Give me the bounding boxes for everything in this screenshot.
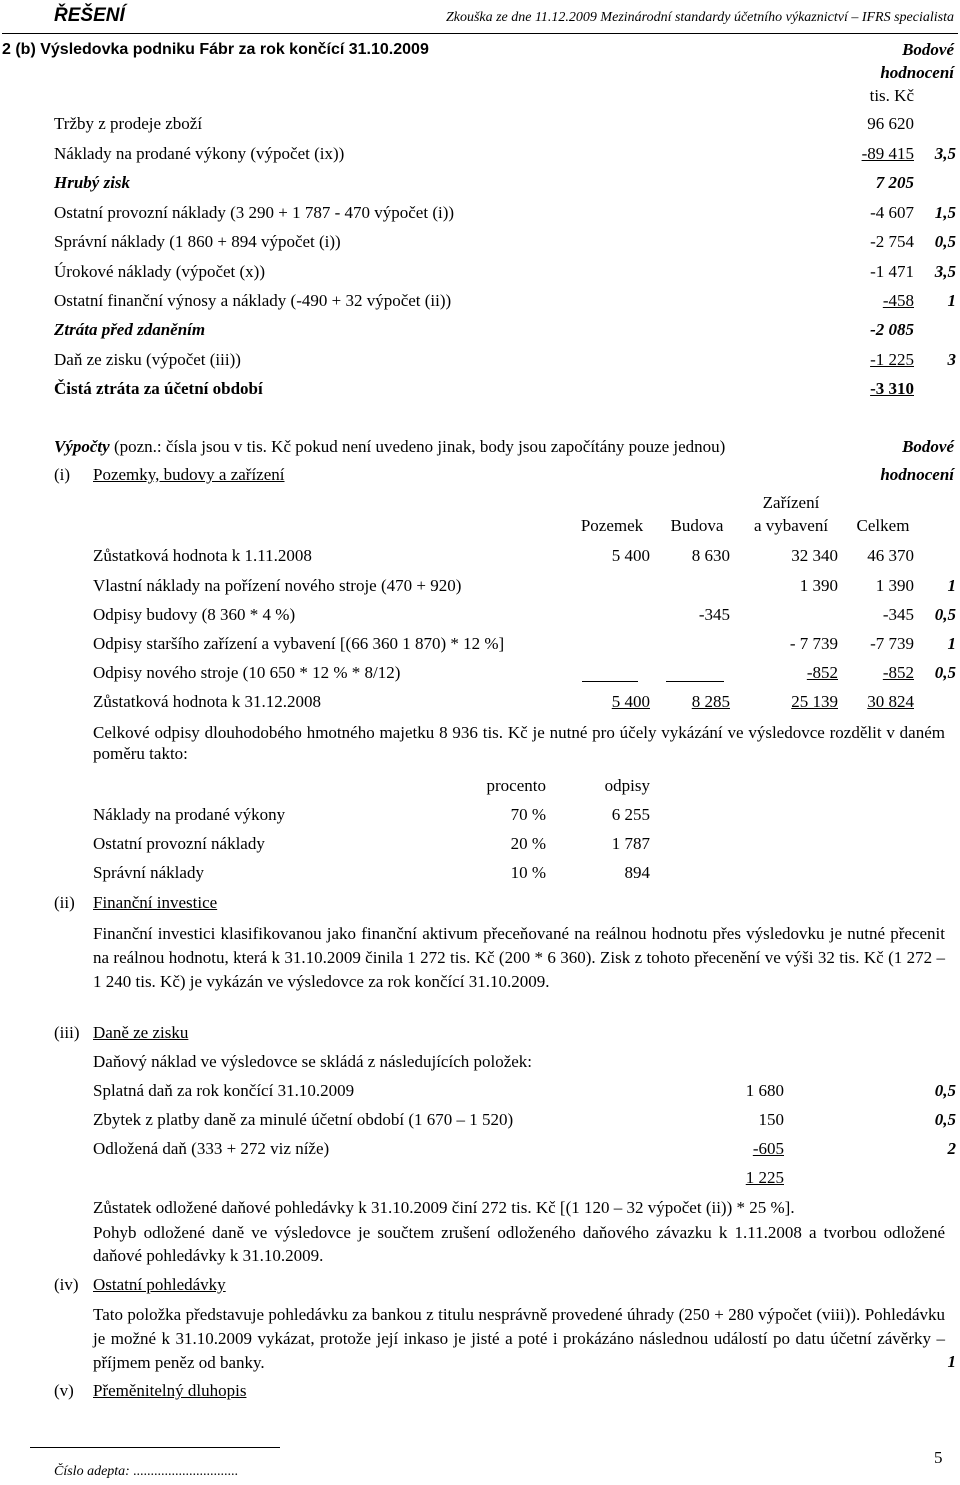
ppe-celkem: 1 390 (875, 576, 914, 595)
sec-ii-title: Finanční investice (93, 893, 218, 912)
header-right: Zkouška ze dne 11.12.2009 Mezinárodní standardy účetního výkaznictví – IFRS specialista (445, 10, 954, 25)
split-head-procento: procento (486, 776, 546, 795)
sec-ii-paragraph: Finanční investici klasifikovanou jako finanční aktivum přeceňované na reálnou hodnotu přes výsledovku je nutné přecenit na reálnou hodnotu, která k 31.10.2009 činila 1 272 tis. Kč (200 * 6 360). Zisk z tohoto přecenění ve výši 32 tis. Kč (1 272 – 1 240 tis. Kč) je vykázán ve výsledovce za rok končící 31.10.2009. (93, 924, 945, 991)
col-head-zarizeni-1: Zařízení (762, 493, 820, 512)
ppe-zarizeni: 25 139 (791, 692, 838, 711)
split-pct: 70 % (510, 805, 546, 824)
income-score: 1 (947, 291, 956, 310)
income-value: -458 (882, 291, 914, 310)
income-label: Ostatní finanční výnosy a náklady (-490 + 32 výpočet (ii)) (54, 291, 452, 310)
income-value: -2 085 (870, 320, 914, 339)
income-value: -3 310 (870, 379, 914, 398)
footer-label: Číslo adepta: .............................. (54, 1464, 239, 1479)
header-rule (2, 33, 958, 34)
tax-score: 2 (947, 1139, 956, 1158)
sec-iii-num: (iii) (54, 1023, 80, 1042)
income-score: 3,5 (934, 144, 956, 163)
split-label: Správní náklady (93, 863, 204, 882)
calc-score-head-2: hodnocení (880, 465, 954, 484)
sec-iv-num: (iv) (54, 1275, 79, 1294)
ppe-label: Odpisy staršího zařízení a vybavení [(66 360 1 870) * 12 %] (93, 634, 505, 653)
income-label: Ostatní provozní náklady (3 290 + 1 787 - 470 výpočet (i)) (54, 203, 455, 222)
tax-score: 0,5 (934, 1110, 956, 1129)
income-value: 96 620 (867, 114, 914, 133)
header-left: ŘEŠENÍ (54, 5, 125, 26)
ppe-budova: -345 (698, 605, 730, 624)
income-label: Daň ze zisku (výpočet (iii)) (54, 350, 241, 369)
split-val: 6 255 (611, 805, 650, 824)
score-head-2: hodnocení (880, 63, 954, 82)
income-value: -89 415 (861, 144, 914, 163)
page-number: 5 (934, 1448, 943, 1467)
sec-iii-paragraph-2: Pohyb odložené daně ve výsledovce je součtem zrušení odloženého daňového závazku k 1.11.2008 a tvorbou odložené daňové pohledávky k 31.10.2009. (93, 1223, 945, 1265)
sec-ii-num: (ii) (54, 893, 75, 912)
tax-label: Odložená daň (333 + 272 viz níže) (93, 1139, 330, 1158)
ppe-pozemek: 5 400 (611, 546, 650, 565)
ppe-label: Odpisy nového stroje (10 650 * 12 % * 8/12) (93, 663, 401, 682)
income-value: 7 205 (875, 173, 914, 192)
income-label: Náklady na prodané výkony (výpočet (ix)) (54, 144, 345, 163)
split-pct: 20 % (510, 834, 546, 853)
income-label: Čistá ztráta za účetní období (54, 379, 263, 398)
ppe-celkem: 30 824 (867, 692, 914, 711)
ppe-celkem: 46 370 (867, 546, 914, 565)
split-val: 894 (624, 863, 650, 882)
income-value: -1 471 (870, 262, 914, 281)
ppe-label: Zůstatková hodnota k 31.12.2008 (93, 692, 322, 711)
ppe-score: 1 (947, 576, 956, 595)
ppe-budova: 8 285 (691, 692, 730, 711)
calc-intro (54, 437, 725, 457)
footer-rule (30, 1447, 280, 1448)
calc-score-head-1: Bodové (902, 437, 954, 456)
income-value: -2 754 (870, 232, 914, 251)
tax-value: 150 (758, 1110, 784, 1129)
blank-underline (666, 681, 724, 682)
calc-intro-rest: (pozn.: čísla jsou v tis. Kč pokud není uvedeno jinak, body jsou započítány pouze jednou) (109, 437, 726, 456)
calc-intro-bold: Výpočty (54, 437, 110, 456)
blank-underline (582, 681, 638, 682)
score-head-1: Bodové (902, 40, 954, 59)
tax-total: 1 225 (745, 1168, 784, 1187)
tax-score: 0,5 (934, 1081, 956, 1100)
col-head-zarizeni-2: a vybavení (753, 516, 829, 535)
sec-v-num: (v) (54, 1381, 74, 1400)
ppe-label: Odpisy budovy (8 360 * 4 %) (93, 605, 296, 624)
split-label: Náklady na prodané výkony (93, 805, 286, 824)
col-head-celkem: Celkem (856, 516, 910, 535)
ppe-zarizeni: 1 390 (799, 576, 838, 595)
ppe-score: 1 (947, 634, 956, 653)
income-score: 1,5 (934, 203, 956, 222)
ppe-zarizeni: 32 340 (791, 546, 838, 565)
unit-label: tis. Kč (869, 86, 914, 105)
income-label: Hrubý zisk (54, 173, 131, 192)
income-label: Úrokové náklady (výpočet (x)) (54, 262, 266, 281)
ppe-score: 0,5 (934, 605, 956, 624)
section-title: 2 (b) Výsledovka podniku Fábr za rok končící 31.10.2009 (2, 41, 429, 58)
ppe-label: Zůstatková hodnota k 1.11.2008 (93, 546, 312, 565)
col-head-budova: Budova (670, 516, 724, 535)
ppe-score: 0,5 (934, 663, 956, 682)
tax-label: Zbytek z platby daně za minulé účetní období (1 670 – 1 520) (93, 1110, 514, 1129)
split-label: Ostatní provozní náklady (93, 834, 265, 853)
split-pct: 10 % (510, 863, 546, 882)
tax-label: Splatná daň za rok končící 31.10.2009 (93, 1081, 355, 1100)
income-score: 0,5 (934, 232, 956, 251)
ppe-label: Vlastní náklady na pořízení nového stroje (470 + 920) (93, 576, 462, 595)
sec-iii-paragraph-1: Zůstatek odložené daňové pohledávky k 31.10.2009 činí 272 tis. Kč [(1 120 – 32 výpočet (ii)) * 25 %]. (93, 1198, 795, 1217)
sec-iii-intro: Daňový náklad ve výsledovce se skládá z následujících položek: (93, 1052, 533, 1071)
ppe-celkem: -7 739 (870, 634, 914, 653)
tax-value: 1 680 (745, 1081, 784, 1100)
col-head-pozemek: Pozemek (580, 516, 644, 535)
ppe-budova: 8 630 (691, 546, 730, 565)
ppe-celkem: -345 (882, 605, 914, 624)
split-head-odpisy: odpisy (604, 776, 650, 795)
sec-iv-title: Ostatní pohledávky (93, 1275, 226, 1294)
tax-value: -605 (752, 1139, 784, 1158)
income-label: Tržby z prodeje zboží (54, 114, 203, 133)
ppe-celkem: -852 (882, 663, 914, 682)
sec-v-title: Přeměnitelný dluhopis (93, 1381, 247, 1400)
sec-i-num: (i) (54, 465, 71, 484)
income-label: Ztráta před zdaněním (54, 320, 206, 339)
ppe-zarizeni: -852 (806, 663, 838, 682)
sec-iv-score: 1 (947, 1352, 956, 1371)
ppe-zarizeni: - 7 739 (789, 634, 838, 653)
income-score: 3 (947, 350, 956, 369)
income-label: Správní náklady (1 860 + 894 výpočet (i)) (54, 232, 341, 251)
income-value: -4 607 (870, 203, 914, 222)
sec-iii-title: Daně ze zisku (93, 1023, 189, 1042)
sec-iv-paragraph: Tato položka představuje pohledávku za bankou z titulu nesprávně provedené úhrady (250 + 280 výpočet (viii)). Pohledávku je možné k 31.10.2009 vykázat, protože její inkaso je jisté a poté i prokázáno následnou událostí po datu účetní závěrky – příjmem peněz od banky. (93, 1305, 945, 1372)
sec-i-title: Pozemky, budovy a zařízení (93, 465, 285, 484)
income-value: -1 225 (870, 350, 914, 369)
split-val: 1 787 (611, 834, 650, 853)
sec-i-paragraph: Celkové odpisy dlouhodobého hmotného majetku 8 936 tis. Kč je nutné pro účely vykázání ve výsledovce rozdělit v daném poměru takto: (93, 723, 945, 763)
income-score: 3,5 (934, 262, 956, 281)
ppe-pozemek: 5 400 (611, 692, 650, 711)
